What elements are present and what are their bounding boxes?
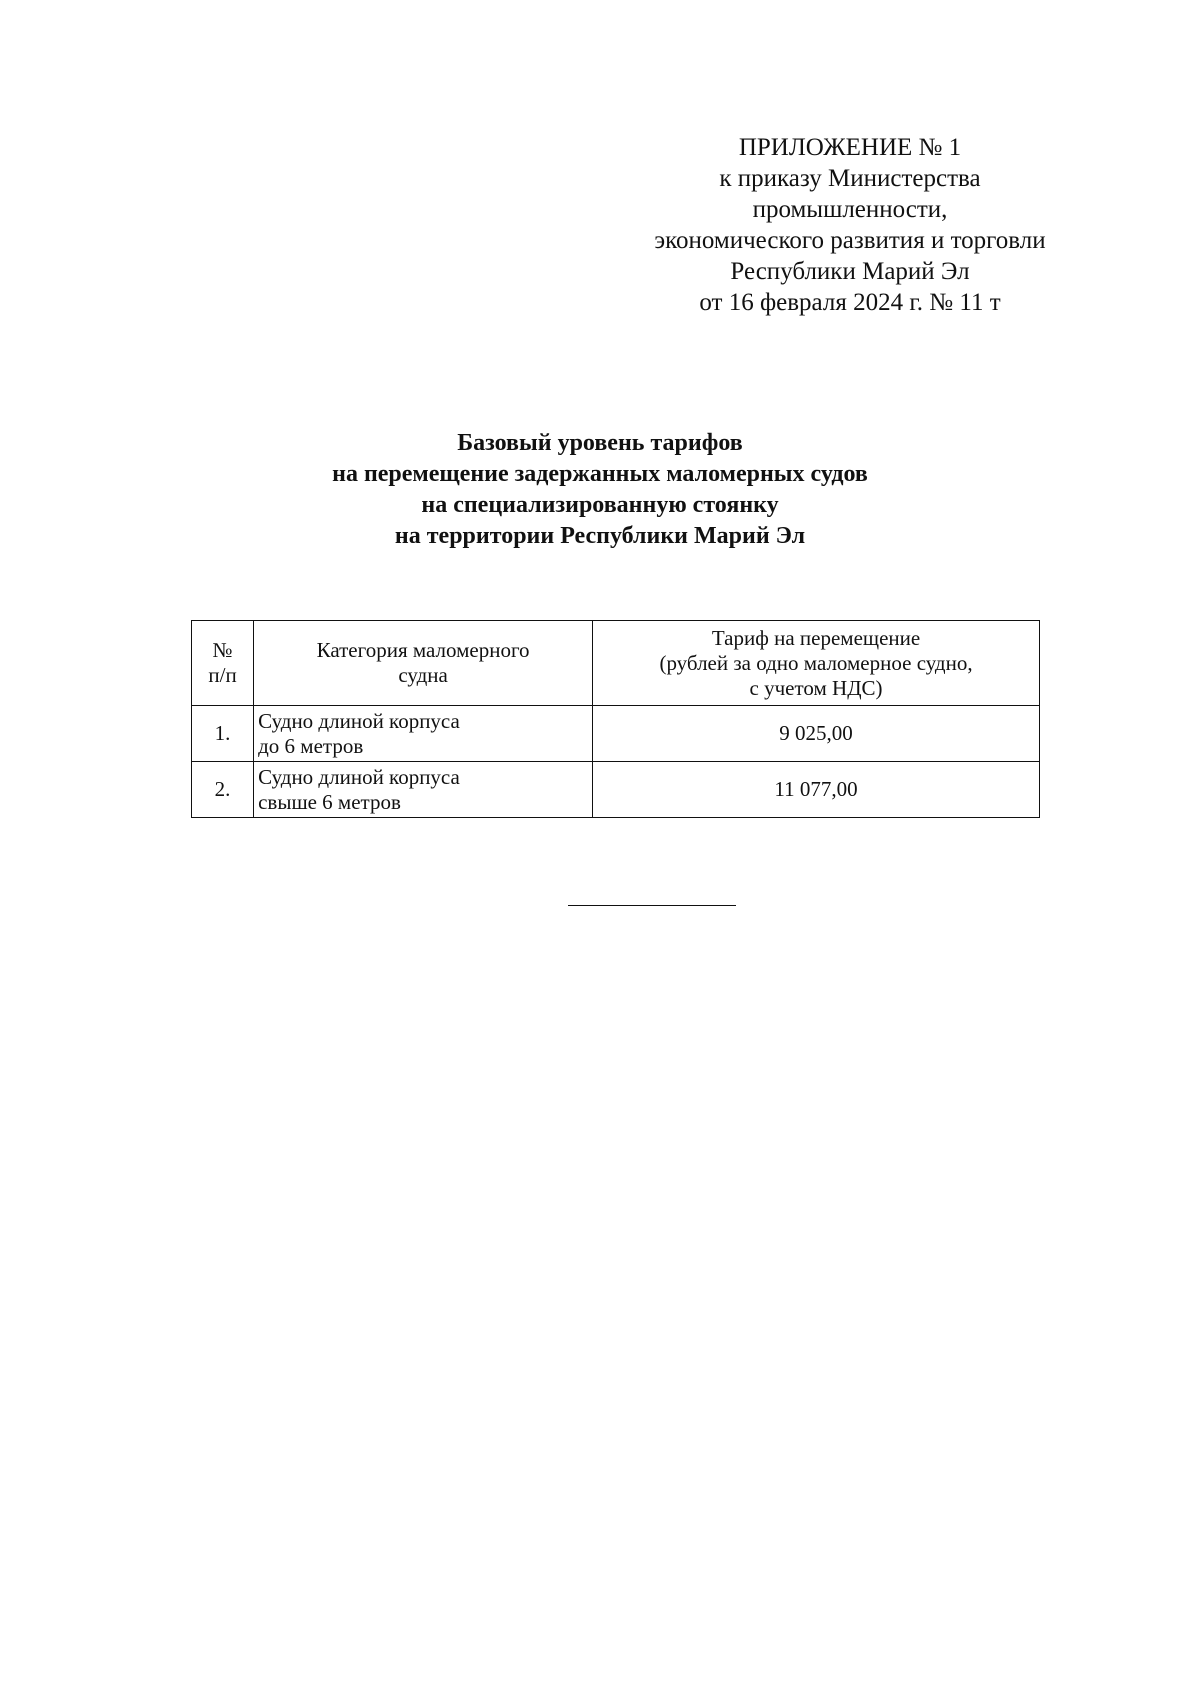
header-number: № п/п xyxy=(192,621,254,706)
row-number: 1. xyxy=(192,706,254,762)
table-row xyxy=(192,706,1040,762)
document-title-line: Базовый уровень тарифов xyxy=(457,430,743,456)
document-title xyxy=(200,428,1000,552)
end-divider xyxy=(568,905,736,906)
appendix-title: ПРИЛОЖЕНИЕ № 1 xyxy=(738,134,962,161)
row-tariff: 9 025,00 xyxy=(593,706,1040,762)
table-header-row xyxy=(192,621,1040,706)
row-number: 2. xyxy=(192,762,254,818)
appendix-reference-line: экономического развития и торговли xyxy=(654,227,1046,254)
appendix-reference-line: Республики Марий Эл xyxy=(730,258,970,285)
row-tariff: 11 077,00 xyxy=(593,762,1040,818)
document-title-line: на специализированную стоянку xyxy=(421,492,779,518)
table-row xyxy=(192,762,1040,818)
appendix-order-date: от 16 февраля 2024 г. № 11 т xyxy=(699,289,1001,316)
appendix-reference-line: к приказу Министерства xyxy=(719,165,981,192)
document-title-line: на территории Республики Марий Эл xyxy=(394,523,806,549)
appendix-header xyxy=(610,132,1090,318)
header-category: Категория маломерного судна xyxy=(254,621,593,706)
row-category: Судно длиной корпуса до 6 метров xyxy=(254,706,593,762)
document-title-line: на перемещение задержанных маломерных судов xyxy=(332,461,868,487)
tariff-table xyxy=(191,620,1040,818)
header-tariff: Тариф на перемещение (рублей за одно маломерное судно, с учетом НДС) xyxy=(593,621,1040,706)
row-category: Судно длиной корпуса свыше 6 метров xyxy=(254,762,593,818)
appendix-reference-line: промышленности, xyxy=(752,196,948,223)
